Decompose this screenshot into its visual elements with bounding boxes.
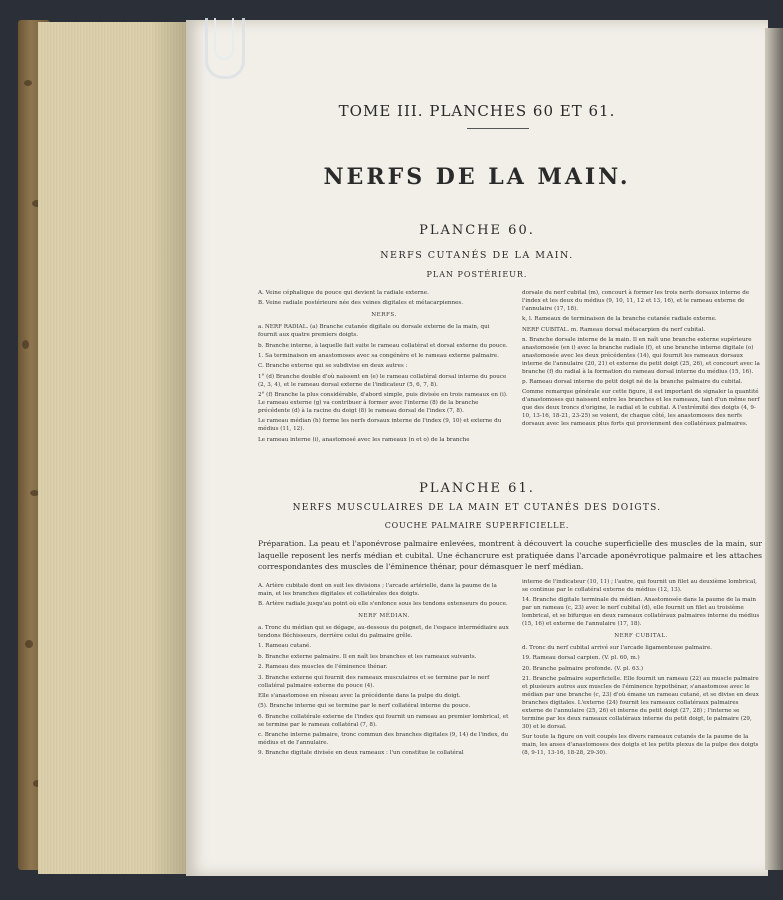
legend-entry: Le rameau interne (i), anastomosé avec les rameaux (n et o) de la branche bbox=[258, 436, 470, 443]
legend-entry: 21. Branche palmaire superficielle. Elle fournit un rameau (22) au muscle palmaire et plusieurs autres aux muscles de l'éminence hypothénar, s'anastomose avec le médian par une branche (c, 23) d'où émane un rameau cutané, et se divise en deux branches digitales. L'externe (24) fournit les rameaux collatéraux palmaires externe de l'annulaire (25, 26) et interne du petit doigt (27, 28) ; l'interne se termine par les deux rameaux collatéraux interne du petit doigt, le palmaire (29, 30) et le dorsal. bbox=[522, 676, 759, 730]
legend-entry: c. Branche interne palmaire, tronc commun des branches digitales (9, 14) de l'index, du médius et de l'annulaire. bbox=[258, 732, 509, 746]
planche-60-subtitle: NERFS CUTANÉS DE LA MAIN. bbox=[380, 250, 574, 261]
legend-entry: 9. Branche digitale divisée en deux rameaux : l'un constitue le collatéral bbox=[258, 750, 464, 757]
legend-entry: 20. Branche palmaire profonde. (V. pl. 63.) bbox=[522, 665, 644, 672]
legend-entry: a. NERF RADIAL. (a) Branche cutanée digitale ou dorsale externe de la main, qui fournit aux quatre premiers doigts. bbox=[258, 324, 490, 339]
planche-60-heading: PLANCHE 60. bbox=[419, 223, 535, 238]
tome-header: TOME III. PLANCHES 60 ET 61. bbox=[338, 102, 616, 120]
legend-entry: 1. Rameau cutané. bbox=[258, 643, 312, 650]
legend-entry: a. Tronc du médian qui se dégage, au-dessous du poignet, de l'espace intermédiaire aux tendons fléchisseurs, derrière celui du palmaire grêle. bbox=[258, 625, 509, 640]
page-title: NERFS DE LA MAIN. bbox=[323, 164, 631, 190]
legend-entry: dorsale du nerf cubital (m), concourt à former les trois nerfs dorsaux interne de l'index et les deux du médius (9, 10, 11, 12 et 13, 16), et le rameau externe de l'annulaire (17, 18). bbox=[522, 290, 750, 312]
legend-entry: interne de l'indicateur (10, 11) ; l'autre, qui fournit un filet au deuxième lombrical, se continue par le collatéral externe du médius (12, 13). bbox=[522, 579, 757, 593]
legend-entry: b. Branche interne, à laquelle fait suite le rameau collatéral et dorsal externe du pouce. bbox=[258, 342, 508, 349]
section-heading: NERFS. bbox=[371, 312, 397, 319]
legend-entry: B. Veine radiale postérieure née des veines digitales et métacarpiennes. bbox=[258, 300, 464, 307]
legend-entry: 19. Rameau dorsal carpien. (V. pl. 60, m.) bbox=[522, 655, 640, 662]
legend-entry: 1° (d) Branche double d'où naissent en (e) le rameau collatéral dorsal interne du pouce (2, 3, 4), et le rameau dorsal externe de l'indicateur (5, 6, 7, 8). bbox=[258, 373, 507, 388]
legend-entry: 2. Rameau des muscles de l'éminence thénar. bbox=[258, 664, 388, 671]
legend-entry: 2° (f) Branche la plus considérable, d'abord simple, puis divisée en trois rameaux en (i). Le rameau externe (g) va contribuer à former avec l'interne (8) de la branche précédente (d) à la racine du doigt (8) le rameau dorsal de l'index (7, 8). bbox=[258, 392, 508, 414]
planche-61-left-column bbox=[258, 583, 510, 761]
facing-page-edge bbox=[765, 28, 783, 870]
legend-entry: A. Veine céphalique du pouce qui devient la radiale externe. bbox=[258, 290, 429, 296]
section-heading: NERF MÉDIAN. bbox=[358, 613, 410, 620]
planche-60-left-column bbox=[258, 290, 510, 447]
legend-entry: k, l. Rameaux de terminaison de la branche cutanée radiale externe. bbox=[522, 316, 717, 323]
legend-entry: d. Tronc du nerf cubital arrivé sur l'arcade ligamenteuse palmaire. bbox=[522, 644, 712, 651]
legend-entry: (5). Branche interne qui se termine par le nerf collatéral interne du pouce. bbox=[258, 703, 471, 710]
planche-61-subtitle: NERFS MUSCULAIRES DE LA MAIN ET CUTANÉS DES DOIGTS. bbox=[292, 503, 662, 513]
legend-entry: b. Branche externe palmaire. Il en naît les branches et les rameaux suivants. bbox=[258, 653, 477, 660]
legend-entry: Comme remarque générale sur cette figure, il est important de signaler la quantité d'anastomoses qui naissent entre les branches et les rameaux, tant d'un même nerf que des deux troncs d'origine, le radial et le cubital. A l'extrémité des doigts (4, 9-10, 13-16, 18-21, 23-25) se voient, de chaque côté, les anastomoses des nerfs dorsaux avec les rameaux plus forts qui proviennent des collatéraux palmaires. bbox=[522, 389, 760, 428]
legend-entry: 14. Branche digitale terminale du médian. Anastomosée dans la paume de la main par un rameau (c, 23) avec le nerf cubital (d), elle fournit un filet au troisième lombrical, et se bifurque en deux rameaux collatéraux palmaires interne du médius (15, 16) et externe de l'annulaire (17, 18). bbox=[522, 597, 760, 628]
page-gutter-shadow bbox=[150, 22, 190, 874]
planche-60-plan: PLAN POSTÉRIEUR. bbox=[426, 270, 528, 279]
planche-60-right-column bbox=[522, 290, 760, 432]
legend-entry: 1. Sa terminaison en anastomoses avec sa congénère et le rameau externe palmaire. bbox=[258, 352, 499, 359]
legend-entry: Elle s'anastomose en réseau avec la précédente dans la pulpe du doigt. bbox=[258, 692, 461, 699]
planche-61-couche: COUCHE PALMAIRE SUPERFICIELLE. bbox=[384, 521, 570, 530]
planche-61-heading: PLANCHE 61. bbox=[419, 481, 535, 496]
header-rule bbox=[467, 128, 529, 129]
legend-entry: Sur toute la figure on voit coupés les divers rameaux cutanés de la paume de la main, les anses d'anastomoses des doigts et les petits plexus de la pulpe des doigts (8, 9-11, 13-16, 18-28, 29-30). bbox=[522, 733, 759, 756]
legend-entry: NERF CUBITAL. m. Rameau dorsal métacarpien du nerf cubital. bbox=[522, 326, 706, 333]
legend-entry: 6. Branche collatérale externe de l'index qui fournit un rameau au premier lombrical, et se termine par le rameau collatéral (7, 8). bbox=[258, 713, 509, 728]
preparation-paragraph: Préparation. La peau et l'aponévrose palmaire enlevées, montrent à découvert la couche superficielle des muscles de la main, sur laquelle reposent les nerfs médian et cubital. Une échancrure est pratiquée dans l'arcade aponévrotique palmaire et les attaches correspondantes des muscles de l'éminence thénar, pour démasquer le nerf médian. bbox=[258, 539, 762, 571]
legend-entry: Le rameau médian (h) forme les nerfs dorsaux interne de l'index (9, 10) et externe du médius (11, 12). bbox=[258, 418, 502, 433]
legend-entry: n. Branche dorsale interne de la main. Il en naît une branche externe supérieure anastomosée (en i) avec la branche radiale (f), et une branche interne digitale (o) anastomosée avec les deux précédentes (14), qui fournit les rameaux dorsaux interne de l'annulaire (20, 21) et externe du petit doigt (25, 26), et concourt avec la branche (f) du radial à la formation du rameau dorsal interne du médius (15, 16). bbox=[522, 337, 760, 375]
legend-entry: p. Rameau dorsal interne du petit doigt né de la branche palmaire du cubital. bbox=[522, 379, 743, 386]
legend-entry: B. Artère radiale jusqu'au point où elle s'enfonce sous les tendons extenseurs du pouce. bbox=[258, 601, 508, 608]
legend-entry: A. Artère cubitale dont on suit les divisions ; l'arcade artérielle, dans la paume de la main, et les branches digitales et collatérales des doigts. bbox=[258, 583, 497, 597]
section-heading: NERF CUBITAL. bbox=[614, 632, 668, 639]
page-clip-inner-icon bbox=[214, 18, 234, 60]
legend-entry: 3. Branche externe qui fournit des rameaux musculaires et se termine par le nerf collatéral palmaire externe du pouce (4). bbox=[258, 674, 490, 689]
legend-entry: C. Branche externe qui se subdivise en deux autres : bbox=[258, 363, 408, 370]
planche-61-right-column bbox=[522, 579, 760, 760]
